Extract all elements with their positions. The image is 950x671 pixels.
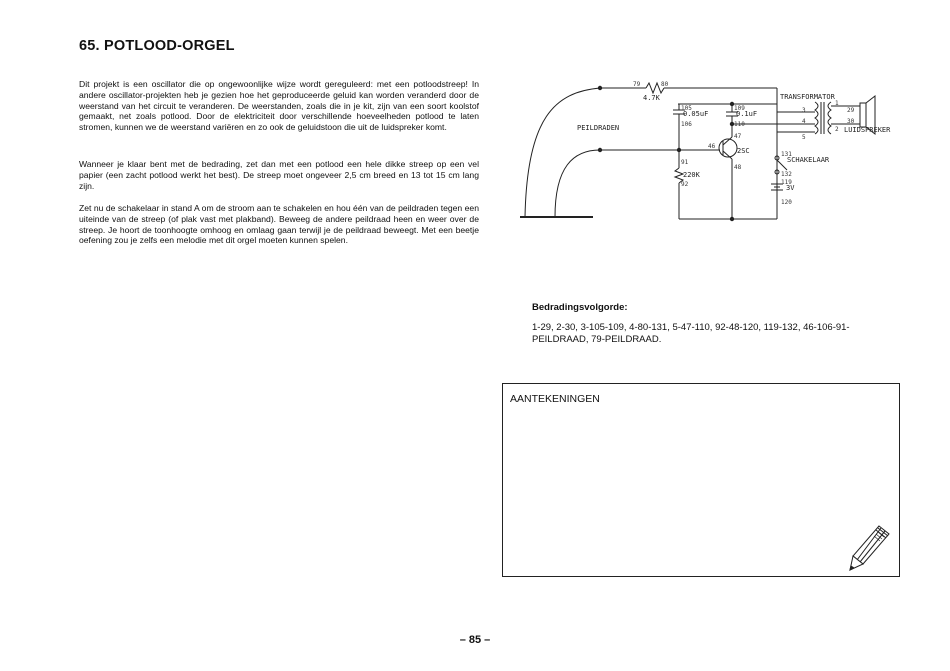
transistor-label: 2SC xyxy=(737,147,750,155)
terminal-109: 109 xyxy=(734,105,745,112)
terminal-2: 2 xyxy=(835,126,839,133)
terminal-30: 30 xyxy=(847,118,855,125)
wiring-heading: Bedradingsvolgorde: xyxy=(532,302,628,313)
notes-label: AANTEKENINGEN xyxy=(510,393,600,405)
pencil-icon xyxy=(849,524,891,572)
page-title: 65. POTLOOD-ORGEL xyxy=(79,38,235,54)
terminal-132: 132 xyxy=(781,171,792,178)
battery-label: 3V xyxy=(786,184,795,192)
speaker-label: LUIDSPREKER xyxy=(844,126,891,134)
capacitor-005-label: 0.05uF xyxy=(683,110,709,118)
switch-label: SCHAKELAAR xyxy=(787,156,830,164)
terminal-131: 131 xyxy=(781,151,792,158)
transformer-label: TRANSFORMATOR xyxy=(780,93,835,101)
usage-paragraph: Zet nu de schakelaar in stand A om de stroom aan te schakelen en hou één van de peildraden tegen een uiteinde van de streep (of plak vast met plakband). Beweeg de andere peildraad heen en weer over de streep. Je hoort de toonhoogte omhoog en omlaag gaan terwijl je de peildraad beweegt. Met een beetje oefening zou je zelfs een melodie met dit orgel moeten kunnen spelen. xyxy=(79,203,479,246)
terminal-80: 80 xyxy=(661,81,669,88)
terminal-4: 4 xyxy=(802,118,806,125)
probe-wire-bottom xyxy=(555,150,600,217)
terminal-5: 5 xyxy=(802,134,806,141)
terminal-46: 46 xyxy=(708,143,716,150)
wiring-sequence: 1-29, 2-30, 3-105-109, 4-80-131, 5-47-110, 92-48-120, 119-132, 46-106-91-PEILDRAAD, 79-PEILDRAAD. xyxy=(532,322,850,345)
probes-label: PEILDRADEN xyxy=(577,124,620,132)
terminal-120: 120 xyxy=(781,199,792,206)
intro-paragraph: Dit projekt is een oscillator die op ongewoonlijke wijze wordt gereguleerd: met een potloodstreep! In andere oscillator-projekten heb je gezien hoe het geproduceerde geluid kan worden veranderd door de weerstand van het circuit te veranderen. De weerstanden, zoals die in je kit, zijn van een soort koolstof gemaakt, net zoals potlood. Door de elektriciteit door verschillende hoeveelheden potlood te laten stromen, kunnen we de weerstand variëren en zo ook de geluidstoon die uit de luidspreker komt. xyxy=(79,79,479,133)
instructions-paragraph: Wanneer je klaar bent met de bedrading, zet dan met een potlood een hele dikke streep op een vel papier (een zacht potlood werkt het best). De streep moet ongeveer 2,5 cm breed en 13 tot 15 cm lang zijn. xyxy=(79,159,479,191)
probe-wire-top xyxy=(525,88,600,217)
terminal-29: 29 xyxy=(847,107,855,114)
terminal-105: 105 xyxy=(681,105,692,112)
notes-box[interactable] xyxy=(502,383,900,577)
resistor-220k-label: 220K xyxy=(683,171,700,179)
terminal-79: 79 xyxy=(633,81,641,88)
terminal-1: 1 xyxy=(835,100,839,107)
resistor-4k7-label: 4.7K xyxy=(643,94,660,102)
terminal-91: 91 xyxy=(681,159,689,166)
terminal-3: 3 xyxy=(802,107,806,114)
terminal-48: 48 xyxy=(734,164,742,171)
capacitor-01-label: 0.1uF xyxy=(736,110,758,118)
terminal-110: 110 xyxy=(734,121,745,128)
circuit-schematic xyxy=(515,72,910,232)
terminal-106: 106 xyxy=(681,121,692,128)
terminal-47: 47 xyxy=(734,133,742,140)
terminal-119: 119 xyxy=(781,179,792,186)
page-number: – 85 – xyxy=(459,634,491,646)
terminal-92: 92 xyxy=(681,181,689,188)
